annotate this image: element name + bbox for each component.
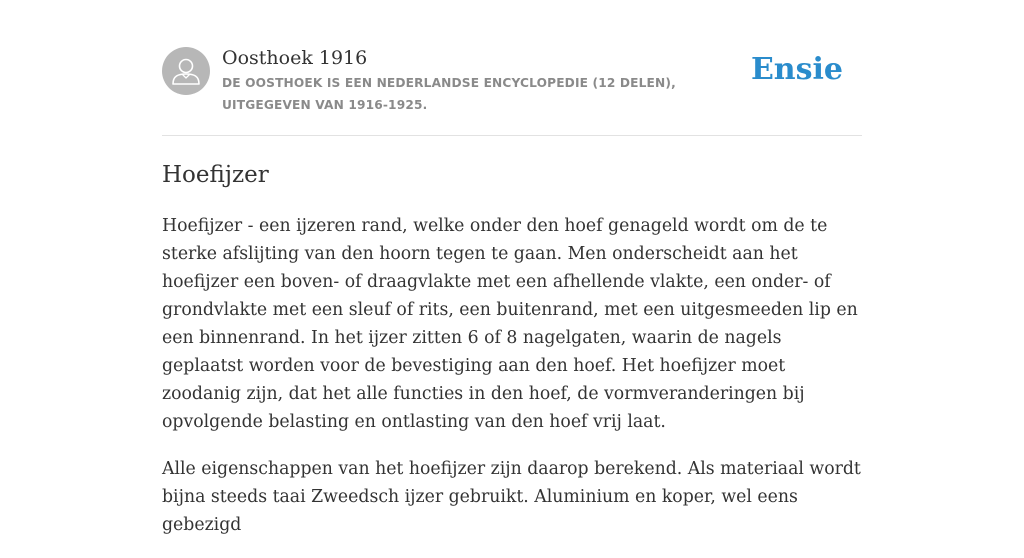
source-header [162, 0, 862, 136]
article-title: Hoefijzer [162, 162, 269, 188]
person-icon[interactable] [162, 47, 210, 95]
source-description: DE OOSTHOEK IS EEN NEDERLANDSE ENCYCLOPEDIE (12 DELEN), UITGEGEVEN VAN 1916-1925. [222, 76, 676, 112]
article-body [162, 212, 862, 558]
article-paragraph: Alle eigenschappen van het hoefijzer zijn daarop berekend. Als materiaal wordt bijna steeds taai Zweedsch ijzer gebruikt. Aluminium en koper, wel eens gebezigd [162, 459, 861, 535]
source-title[interactable]: Oosthoek 1916 [222, 47, 368, 69]
page-container [162, 0, 862, 535]
avatar-silhouette [162, 47, 210, 95]
ensie-logo[interactable]: Ensie [750, 52, 843, 87]
article-paragraph: Hoefijzer - een ijzeren rand, welke onder den hoef genageld wordt om de te sterke afslijting van den hoorn tegen te gaan. Men onderscheidt aan het hoefijzer een boven- of draagvlakte met een afhellende vlakte, een onder- of grondvlakte met een sleuf of rits, een buitenrand, met een uitgesmeeden lip en een binnenrand. In het ijzer zitten 6 of 8 nagelgaten, waarin de nagels geplaatst worden voor de bevestiging aan den hoef. Het hoefijzer moet zoodanig zijn, dat het alle functies in den hoef, de vormveranderingen bij opvolgende belasting en ontlasting van den hoef vrij laat. [162, 216, 858, 432]
